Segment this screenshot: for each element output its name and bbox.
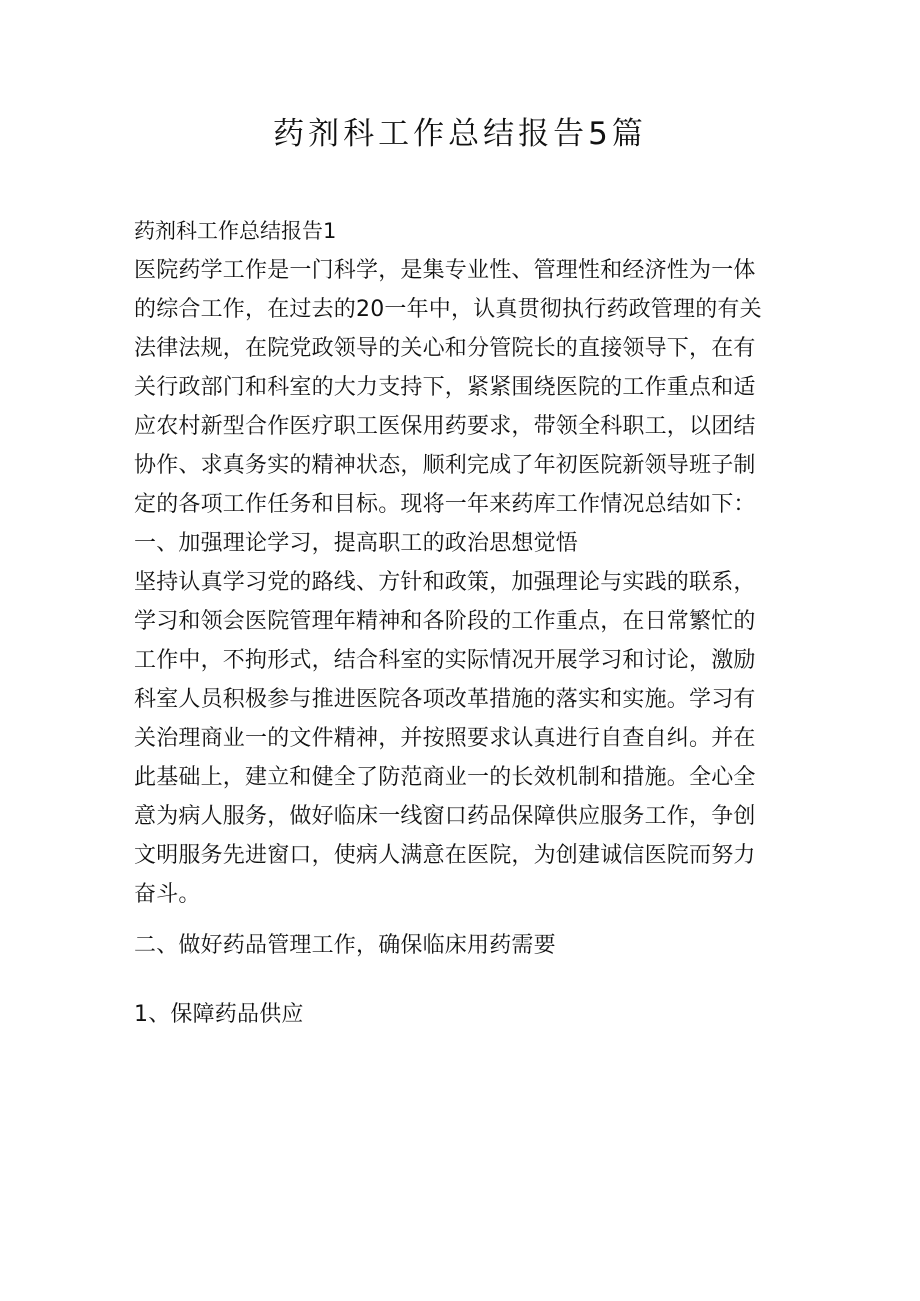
subsection-1-heading: 1、保障药品供应 xyxy=(134,1002,304,1027)
paragraph-spacer xyxy=(134,965,794,995)
intro-line: 协作、求真务实的精神状态，顺利完成了年初医院新领导班子制 xyxy=(134,453,756,478)
paragraph-spacer xyxy=(134,914,794,926)
section-1-line: 奋斗。 xyxy=(134,882,201,907)
section-2-heading: 二、做好药品管理工作，确保临床用药需要 xyxy=(134,933,556,958)
document-title: 药剂科工作总结报告5篇 xyxy=(273,116,647,152)
intro-line: 定的各项工作任务和目标。现将一年来药库工作情况总结如下： xyxy=(134,492,756,517)
section-1-line: 关治理商业一的文件精神，并按照要求认真进行自查自纠。并在 xyxy=(134,726,756,751)
report-subtitle: 药剂科工作总结报告1 xyxy=(134,219,337,243)
intro-line: 医院药学工作是一门科学，是集专业性、管理性和经济性为一体 xyxy=(134,258,756,283)
section-1-line: 此基础上，建立和健全了防范商业一的长效机制和措施。全心全 xyxy=(134,765,756,790)
section-1-line: 意为病人服务，做好临床一线窗口药品保障供应服务工作，争创 xyxy=(134,804,756,829)
document-body xyxy=(134,212,794,1034)
section-1-line: 文明服务先进窗口，使病人满意在医院，为创建诚信医院而努力 xyxy=(134,843,756,868)
section-1-line: 工作中，不拘形式，结合科室的实际情况开展学习和讨论，激励 xyxy=(134,648,756,673)
intro-line: 关行政部门和科室的大力支持下，紧紧围绕医院的工作重点和适 xyxy=(134,375,756,400)
section-1-line: 坚持认真学习党的路线、方针和政策，加强理论与实践的联系， xyxy=(134,570,756,595)
intro-line: 应农村新型合作医疗职工医保用药要求，带领全科职工，以团结 xyxy=(134,414,756,439)
section-1-line: 科室人员积极参与推进医院各项改革措施的落实和实施。学习有 xyxy=(134,687,756,712)
intro-line: 法律法规，在院党政领导的关心和分管院长的直接领导下，在有 xyxy=(134,336,756,361)
section-1-line: 学习和领会医院管理年精神和各阶段的工作重点，在日常繁忙的 xyxy=(134,609,756,634)
intro-line: 的综合工作，在过去的20一年中，认真贯彻执行药政管理的有关 xyxy=(134,297,762,322)
section-1-heading: 一、加强理论学习，提高职工的政治思想觉悟 xyxy=(134,531,579,556)
